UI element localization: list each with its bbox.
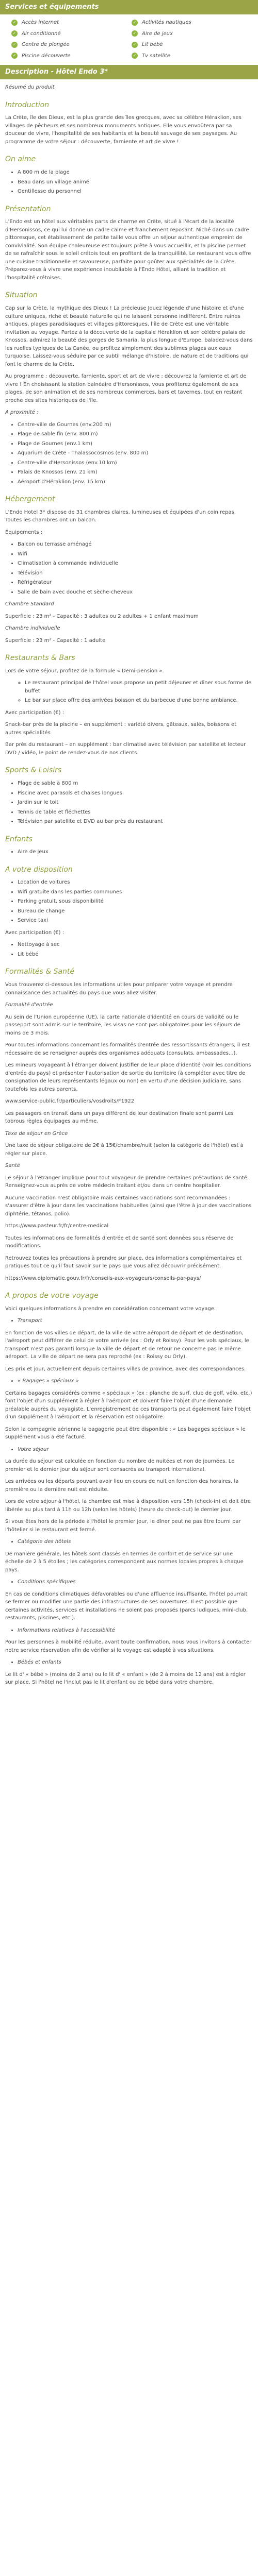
- restaurants-list: [25, 679, 253, 705]
- list-item: • Aéroport d'Héraklion (env. 15 km): [18, 478, 253, 486]
- list-item: • Télévision par satellite et DVD au bar près du restaurant: [18, 818, 253, 826]
- restaurants-title: Restaurants & Bars: [5, 654, 75, 663]
- disposition-title: A votre disposition: [5, 865, 73, 874]
- service-item: ✓ Air conditionné: [11, 30, 132, 38]
- room-single-title: Chambre individuelle: [5, 625, 60, 632]
- apropos-title: A propos de votre voyage: [5, 1292, 99, 1300]
- tax-text: Une taxe de séjour obligatoire de 2€ à 15€/chambre/nuit (selon la catégorie de l'hôtel) est à régler sur place.: [5, 1143, 244, 1157]
- description-content: [0, 79, 258, 1701]
- list-item: • Wifi: [18, 550, 253, 558]
- duree-text-1: La durée du séjour est calculée en fonction du nombre de nuitées et non de journées. Le premier et le dernier jour du séjour sont consacrés au transport international.: [5, 1459, 235, 1472]
- list-item: • Réfrigérateur: [18, 579, 253, 587]
- formalites-text-4: Les mineurs voyageant à l'étranger doivent justifier de leur place d'identité (voir les conditions d'entrée du pays) et présenter l'autorisation de sortie du territoire (à compléter avec titre de consignation de leurs représentants légaux ou non) en vertu d'une décision judiciaire, sans toutefois les autres parents.: [5, 1062, 251, 1092]
- list-item: • Lit bébé: [18, 951, 253, 959]
- list-item: • « Bagages » spéciaux »: [18, 1377, 253, 1385]
- enfants-title: Enfants: [5, 835, 33, 843]
- list-item: ◦ Le restaurant principal de l'hôtel vous propose un petit déjeuner et dîner sous forme de buffet: [25, 679, 253, 695]
- formalites-text-2: Au sein de l'Union européenne (UE), la carte nationale d'identité en cours de validité ou le passeport sont admis sur le territoire, les visas ne sont pas obligatoires pour les séjours de moins de 3 mois.: [5, 1014, 240, 1036]
- bebe-list: [18, 1658, 253, 1667]
- disposition-list: [18, 878, 253, 925]
- duree-list: [18, 1446, 253, 1454]
- pool-icon: ✓: [11, 53, 18, 59]
- list-item: ◦ Le bar sur place offre des arrivées boisson et du barbecue d'une bonne ambiance.: [25, 697, 253, 705]
- sports-list: [18, 779, 253, 826]
- formalites-text-1: Vous trouverez ci-dessous les informations utiles pour préparer votre voyage et prendre connaissance des actualités du pays que vous allez visiter.: [5, 982, 233, 996]
- equipment-label: Équipements :: [5, 529, 43, 535]
- sante-text-2: Aucune vaccination n'est obligatoire mais certaines vaccinations sont recommandées : s'assurer d'être à jour dans les vaccinations habituelles (ainsi que l'être à jour des vaccinations diphtérie, tétanos, polio).: [5, 1195, 252, 1217]
- room-standard-text: Superficie : 23 m² - Capacité : 3 adultes ou 2 adultes + 1 enfant maximum: [5, 613, 199, 619]
- sante-link-2[interactable]: https://www.diplomatie.gouv.fr/fr/conseils-aux-voyageurs/conseils-par-pays/: [5, 1275, 201, 1281]
- list-item: • Centre-ville d'Hersonissos (env.10 km): [18, 459, 253, 467]
- description-header: Description - Hôtel Endo 3*: [0, 65, 258, 79]
- bagages-text-1: Certains bagages considérés comme « spéciaux » (ex : planche de surf, club de golf, vélo, etc.) font l'objet d'un supplément à régler à l'aéroport et doivent faire l'objet d'une demande préalable auprès du voyagiste. L'enregistrement de ces transports peut également faire l'objet d'un supplément à l'aéroport et la réservation est obligatoire.: [5, 1390, 252, 1420]
- restaurants-bar: Bar près du restaurant – en supplément : bar climatisé avec télévision par satellite et lecteur DVD / vidéo, le point de rendez-vous de nos clients.: [5, 742, 246, 756]
- situation-text-2: Au programme : découverte, farniente, sport et art de vivre : découvrez la farniente et art de vivre ! En choisissant la station balnéaire d'Hersonissos, vous profiterez également de ses plages, de son animation et de ses nombreux commerces, bars et tavernes, tout en restant proche des sites historiques de l'île.: [5, 374, 247, 403]
- equipment-list: [18, 540, 253, 596]
- duree-text-3: Lors de votre séjour à l'hôtel, la chambre est mise à disposition vers 15h (check-in) et doit être libérée au plus tard à 11h ou 12h (selon les hôtels) (heure du check-out) le dernier jour.: [5, 1499, 251, 1513]
- list-item: • Balcon ou terrasse aménagé: [18, 540, 253, 549]
- playground-icon: ✓: [132, 30, 138, 37]
- access-list: [18, 1626, 253, 1635]
- formalites-text-3: Pour toutes informations concernant les formalités d'entrée des ressortissants étrangers, il est nécessaire de se renseigner auprès des organismes adéquats (consulats, ambassades...).: [5, 1042, 250, 1056]
- sante-text-4: Retrouvez toutes les précautions à prendre sur place, des informations complémentaires et pratiques tout ce qu'il faut savoir sur le pays que vous allez découvrir précisément.: [5, 1255, 242, 1269]
- list-item: • Jardin sur le toit: [18, 799, 253, 807]
- services-panel: [0, 0, 258, 65]
- hebergement-text: L'Endo Hotel 3* dispose de 31 chambres claires, lumineuses et équipées d'un coin repas. Toutes les chambres ont un balcon.: [5, 509, 236, 523]
- list-item: • Aire de jeux: [18, 848, 253, 856]
- classif-list: [18, 1538, 253, 1546]
- proximity-label: A proximité :: [5, 410, 39, 416]
- list-item: • Centre-ville de Gournes (env.200 m): [18, 421, 253, 429]
- services-grid: [0, 14, 258, 65]
- list-item: • Catégorie des hôtels: [18, 1538, 253, 1546]
- sports-title: Sports & Loisirs: [5, 766, 62, 775]
- resume-label: Résumé du produit: [5, 84, 55, 91]
- list-item: • Nettoyage à sec: [18, 941, 253, 949]
- list-item: • Gentillesse du personnel: [18, 188, 253, 196]
- bagages-list: [18, 1377, 253, 1385]
- list-item: • A 800 m de la plage: [18, 168, 253, 177]
- list-item: • Climatisation à commande individuelle: [18, 560, 253, 568]
- tax-title: Taxe de séjour en Grèce: [5, 1130, 68, 1137]
- paid-label: Avec participation (€) :: [5, 929, 64, 936]
- room-standard-title: Chambre Standard: [5, 601, 54, 607]
- list-item: • Beau dans un village animé: [18, 178, 253, 187]
- formalites-title: Formalités & Santé: [5, 968, 75, 976]
- proximity-list: [18, 421, 253, 486]
- sante-text-1: Le séjour à l'étranger implique pour tout voyageur de prendre certaines précautions de santé. Renseignez-vous auprès de votre médecin traitant et/ou dans un centre hospitalier.: [5, 1175, 249, 1189]
- paid-list: [18, 941, 253, 958]
- list-item: • Bureau de change: [18, 907, 253, 916]
- apropos-text: Voici quelques informations à prendre en considération concernant votre voyage.: [5, 1306, 216, 1312]
- list-item: • Parking gratuit, sous disponibilité: [18, 897, 253, 906]
- hebergement-title: Hébergement: [5, 495, 55, 504]
- service-item: ✓ Tv satellite: [132, 52, 252, 60]
- restaurants-snack: Snack-bar près de la piscine – en supplément : variété divers, gâteaux, salés, boissons et autres spécialités: [5, 722, 237, 736]
- duree-text-4: Si vous êtes hors de la période à l'hôtel le premier jour, le dîner peut ne pas être fourni par l'hôtelier si le restaurant est fermé.: [5, 1519, 241, 1533]
- formalites-text-5: Les passagers en transit dans un pays différent de leur destination finale sont parmi Les tobrous règles équipages au même.: [5, 1110, 234, 1125]
- list-item: • Tennis de table et fléchettes: [18, 808, 253, 817]
- service-item: ✓ Piscine découverte: [11, 52, 132, 60]
- formalite-entree-title: Formalité d'entrée: [5, 1002, 53, 1008]
- list-item: • Transport: [18, 1317, 253, 1325]
- room-single-text: Superficie : 23 m² - Capacité : 1 adulte: [5, 637, 106, 643]
- formalites-link-1[interactable]: www.service-public.fr/particuliers/vosdroits/F1922: [5, 1098, 135, 1105]
- condsp-text-3: Pour les personnes à mobilité réduite, avant toute confirmation, nous vous invitons à contacter notre service réservation afin de vérifier si le voyage est adapté à vos situations.: [5, 1639, 252, 1653]
- description-panel: [0, 65, 258, 1701]
- list-item: • Plage de sable fin (env. 800 m): [18, 430, 253, 438]
- restaurants-paid-label: Avec participation (€) :: [5, 709, 64, 716]
- service-item: ✓ Lit bébé: [132, 41, 252, 49]
- enfants-list: [18, 848, 253, 856]
- crib-icon: ✓: [132, 42, 138, 48]
- classif-text: De manière générale, les hôtels sont classés en termes de confort et de service sur une échelle de 2 à 5 étoiles ; les catégories correspondent aux normes locales propres à chaque pays.: [5, 1551, 244, 1573]
- sante-text-3: Toutes les informations de formalités d'entrée et de santé sont données sous réserve de modifications.: [5, 1235, 234, 1249]
- situation-text-1: Cap sur la Crète, la mythique des Dieux ! La précieuse Jouez légende d'une histoire et d'une culture uniques, riche et beauté naturelle qui ne laissent personne indifférent. Entre ruines antiques, plages paradisiaques et villages pittoresques, l'île de Crète est une véritable invitation au voyage. Partez à la découverte de la capitale Héraklion et son célèbre palais de Knossos, admirez la beauté des gorges de Samaria, la plus longue d'Europe, baladez-vous dans les ruelles typiques de La Canée, ou profitez simplement des sublimes plages aux eaux turquoise. Laissez-vous séduire par ce subtil mélange d'histoire, de nature et de traditions qui font le charme de la Crète.: [5, 306, 253, 367]
- duree-text-2: Les arrivées ou les départs pouvant avoir lieu en cours de nuit en fonction des horaires, la première ou la dernière nuit est réduite.: [5, 1479, 239, 1493]
- list-item: • Piscine avec parasols et chaises longues: [18, 789, 253, 798]
- tv-icon: ✓: [132, 53, 138, 59]
- presentation-text: L'Endo est un hôtel aux véritables parts de charme en Crète, situé à l'écart de la localité d'Hersonissos, ce qui lui donne un cadre calme et franchement reposant. Niché dans un cadre pittoresque, cet établissement de petite taille vous offre un séjour authentique empreint de convivialité. Son équipe chaleureuse est toujours prête à vous accueillir, et la piscine permet de se rafraîchir sous le soleil crétois tout en profitant de la tranquillité. Le restaurant vous offre une cuisine traditionnelle et savoureuse, parfaite pour goûter aux spécialités de la Crète. Préparez-vous à vivre une expérience inoubliable à l'Endo Hôtel, alliant la tradition et l'hospitalité crétoises.: [5, 219, 251, 281]
- list-item: • Télévision: [18, 569, 253, 578]
- list-item: • Conditions spécifiques: [18, 1578, 253, 1586]
- service-item: ✓ Activités nautiques: [132, 19, 252, 27]
- list-item: • Bébés et enfants: [18, 1658, 253, 1667]
- swim-icon: ✓: [132, 20, 138, 26]
- transport-list: [18, 1317, 253, 1325]
- wifi-icon: ✓: [11, 20, 18, 26]
- onaime-title: On aime: [5, 155, 36, 164]
- service-item: ✓ Accès internet: [11, 19, 132, 27]
- diving-icon: ✓: [11, 42, 18, 48]
- list-item: • Palais de Knossos (env. 21 km): [18, 468, 253, 477]
- list-item: • Plage de Gournes (env.1 km): [18, 440, 253, 448]
- sante-link-1[interactable]: https://www.pasteur.fr/fr/centre-medical: [5, 1223, 109, 1229]
- situation-title: Situation: [5, 291, 38, 300]
- list-item: • Plage de sable à 800 m: [18, 779, 253, 788]
- services-header: Services et équipements: [0, 0, 258, 14]
- list-item: • Service taxi: [18, 917, 253, 925]
- sante-title: Santé: [5, 1163, 20, 1169]
- restaurants-text: Lors de votre séjour, profitez de la formule « Demi-pension ».: [5, 668, 164, 674]
- list-item: • Location de voitures: [18, 878, 253, 887]
- transport-text-2: Les prix et jour, actuellement depuis certaines villes de province, avec des correspondances.: [5, 1366, 246, 1372]
- list-item: • Votre séjour: [18, 1446, 253, 1454]
- service-item: ✓ Aire de jeux: [132, 30, 252, 38]
- bebe-text: Le lit d' « bébé » (moins de 2 ans) ou le lit d' « enfant » (de 2 à moins de 12 ans) est à régler sur place. Si l'hôtel ne l'inclut pas le lit d'enfant ou de bébé dans votre chambre.: [5, 1671, 246, 1686]
- list-item: • Wifi gratuite dans les parties communes: [18, 888, 253, 896]
- onaime-list: [18, 168, 253, 196]
- intro-title: Introduction: [5, 100, 50, 109]
- list-item: • Salle de bain avec douche et sèche-cheveux: [18, 588, 253, 597]
- condsp-text-1: En cas de conditions climatiques défavorables ou d'une affluence insuffisante, l'hôtel pourrait se fermer ou modifier une partie des infrastructures de ses ouvertures. Il est possible que certaines activités, services et installations ne soient pas proposés (parcs ludiques, mini-club, restaurants, piscines, etc.).: [5, 1591, 248, 1621]
- transport-text-1: En fonction de vos villes de départ, de la ville de votre aéroport de départ et de destination, l'aéroport peut différer de celui de votre arrivée (ex : Orly et Roissy). Pour les vols spéciaux, le transport n'est pas garanti lorsque la ville de départ et de retour ne concerne pas le même aéroport. La ville de départ ne sera pas reproché (ex : Roissy ou Orly).: [5, 1330, 249, 1360]
- service-item: ✓ Centre de plongée: [11, 41, 132, 49]
- list-item: • Informations relatives à l'accessibilité: [18, 1626, 253, 1635]
- intro-text: La Crète, île des Dieux, est la plus grande des îles grecques, avec sa célèbre Héraklion, ses villages de pêcheurs et ses nombreux monuments antiques. Elle vous envoûtera par sa douceur de vivre, l'hospitalité de ses habitants et la beauté sauvage de ses paysages. Au programme de votre séjour : découverte, farniente et art de vivre !: [5, 115, 241, 145]
- presentation-title: Présentation: [5, 205, 51, 213]
- bagages-text-2: Selon la compagnie aérienne la bagagerie peut être disponible : « Les bagages spéciaux » le supplément vous a été facturé.: [5, 1426, 246, 1440]
- list-item: • Aquarium de Crète - Thalassocosmos (env. 800 m): [18, 449, 253, 457]
- snowflake-icon: ✓: [11, 30, 18, 37]
- condsp-list: [18, 1578, 253, 1586]
